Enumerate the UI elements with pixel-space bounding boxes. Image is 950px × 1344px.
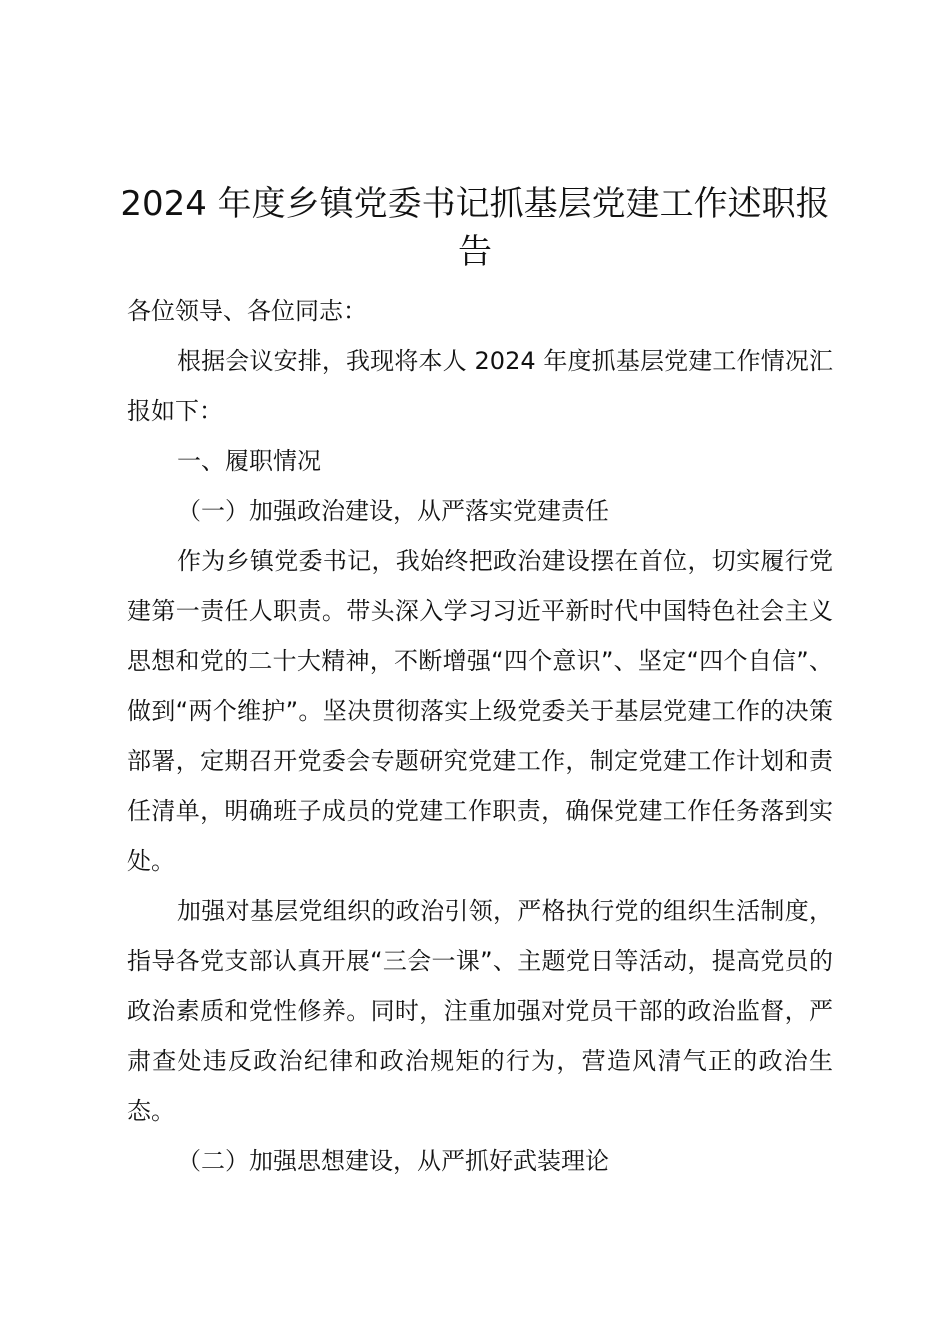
- paragraph-intro: 根据会议安排，我现将本人 2024 年度抓基层党建工作情况汇报如下：: [127, 347, 833, 425]
- paragraph-political-guidance: 加强对基层党组织的政治引领，严格执行党的组织生活制度，指导各党支部认真开展“三会一课”、主题党日等活动，提高党员的政治素质和党性修养。同时，注重加强对党员干部的政治监督，严肃查处违反政治纪律和政治规矩的行为，营造风清气正的政治生态。: [127, 897, 833, 1125]
- section-heading-1: 一、履职情况: [177, 447, 321, 475]
- document-title: 2024 年度乡镇党委书记抓基层党建工作述职报告: [120, 184, 830, 272]
- salutation: 各位领导、各位同志：: [127, 297, 367, 325]
- subsection-heading-2: （二）加强思想建设，从严抓好武装理论: [177, 1147, 609, 1175]
- paragraph-political-construction: 作为乡镇党委书记，我始终把政治建设摆在首位，切实履行党建第一责任人职责。带头深入学习习近平新时代中国特色社会主义思想和党的二十大精神，不断增强“四个意识”、坚定“四个自信”、做到“两个维护”。坚决贯彻落实上级党委关于基层党建工作的决策部署，定期召开党委会专题研究党建工作，制定党建工作计划和责任清单，明确班子成员的党建工作职责，确保党建工作任务落到实处。: [127, 547, 833, 875]
- document-body: [127, 286, 833, 1186]
- subsection-heading-1: （一）加强政治建设，从严落实党建责任: [177, 497, 609, 525]
